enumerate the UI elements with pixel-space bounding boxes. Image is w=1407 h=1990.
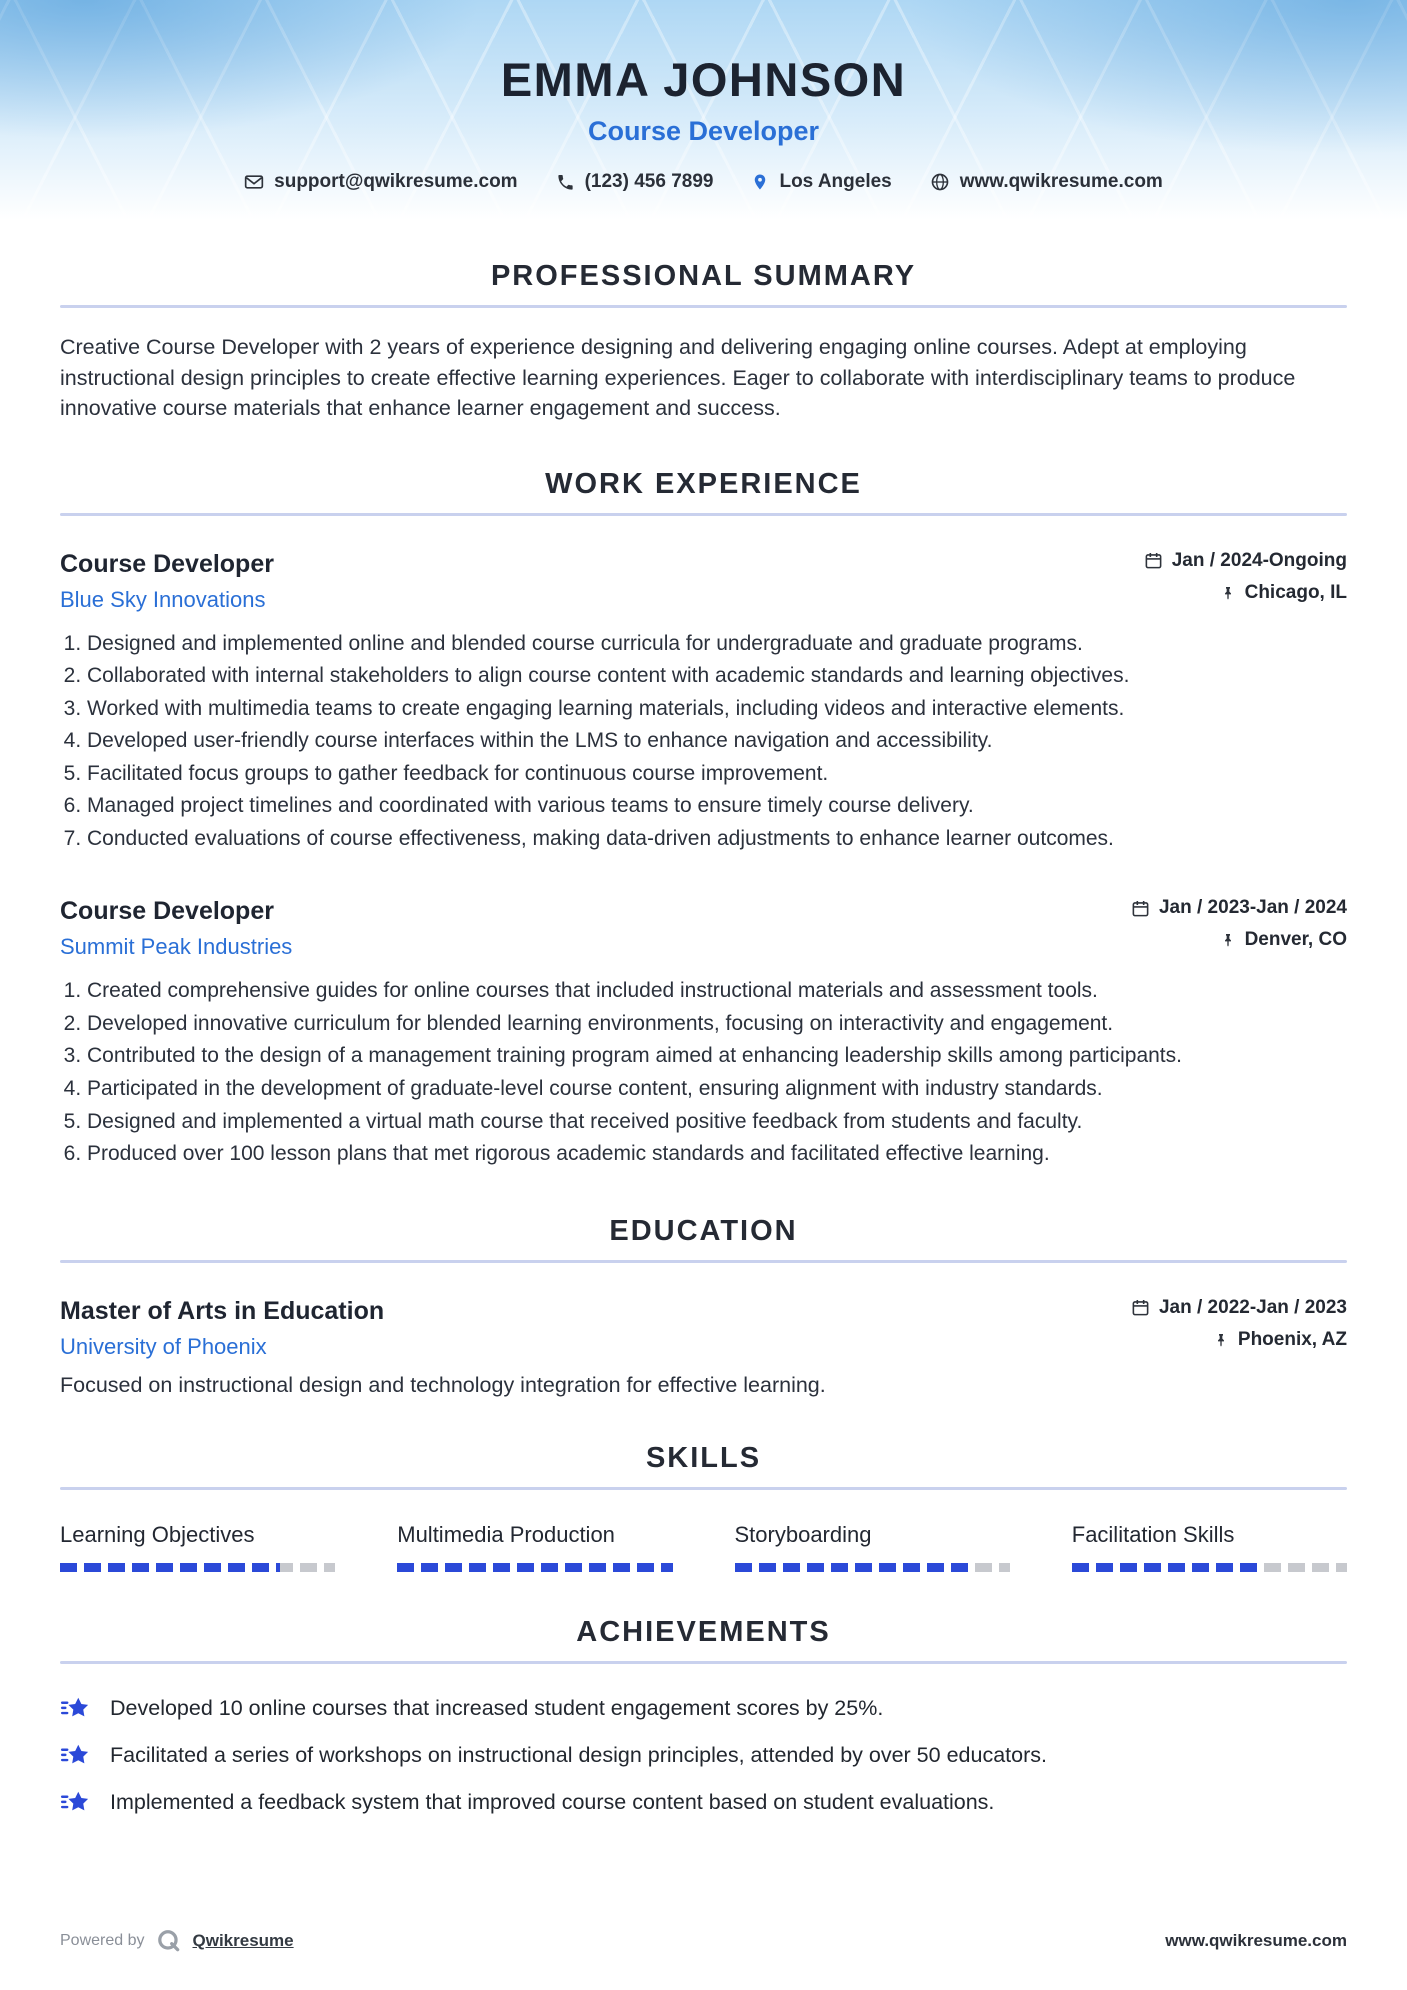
skill-item (60, 1522, 335, 1572)
job-dates-text: Jan / 2024-Ongoing (1171, 549, 1347, 571)
section-achievements (60, 1615, 1347, 1818)
section-divider (60, 1260, 1347, 1263)
calendar-icon (1131, 1298, 1150, 1317)
job-location (1144, 582, 1347, 604)
resume-body (0, 262, 1407, 1818)
job-bullet: 2. Developed innovative curriculum for blended learning environments, focusing on interactivity and engagement. (87, 1008, 1347, 1041)
skill-level-bar (60, 1563, 335, 1572)
skill-level-bar (1072, 1563, 1347, 1572)
star-badge-icon (60, 1741, 90, 1771)
qwikresume-brand-link[interactable]: Qwikresume (192, 1931, 294, 1950)
job-bullet-list (60, 628, 1347, 856)
globe-icon (930, 172, 950, 192)
contact-website (930, 171, 1163, 193)
job-dates (1144, 550, 1347, 572)
education-school: University of Phoenix (60, 1333, 267, 1359)
pushpin-icon (1220, 584, 1236, 602)
job-bullet-list (60, 975, 1347, 1170)
education-title-block (60, 1297, 384, 1360)
section-education (60, 1214, 1347, 1398)
job-meta (1144, 550, 1347, 604)
skill-name: Facilitation Skills (1071, 1521, 1235, 1547)
job-bullet: 3. Contributed to the design of a management training program aimed at enhancing leadership skills among participants. (87, 1040, 1347, 1073)
job-bullet: 5. Facilitated focus groups to gather feedback for continuous course improvement. (87, 758, 1347, 791)
job-entry (60, 550, 1347, 856)
job-entry (60, 897, 1347, 1170)
section-work-experience (60, 467, 1347, 1171)
skills-grid (60, 1522, 1347, 1572)
skills-heading: SKILLS (645, 1441, 762, 1474)
summary-heading: PROFESSIONAL SUMMARY (490, 260, 917, 292)
resume-header (0, 0, 1407, 220)
job-dates (1131, 897, 1347, 919)
education-location-text: Phoenix, AZ (1237, 1328, 1347, 1350)
location-pin-icon (751, 172, 769, 192)
skill-item (1072, 1522, 1347, 1572)
job-bullet: 4. Participated in the development of graduate-level course content, ensuring alignment with industry standards. (87, 1073, 1347, 1106)
contact-phone (556, 171, 714, 193)
powered-by-label: Powered by (60, 1932, 145, 1949)
achievements-heading: ACHIEVEMENTS (576, 1615, 831, 1648)
skill-level-fill (397, 1563, 672, 1572)
education-header (60, 1297, 1347, 1360)
qwikresume-logo-icon (156, 1928, 182, 1954)
section-divider (60, 513, 1347, 516)
section-divider (60, 1661, 1347, 1664)
summary-text: Creative Course Developer with 2 years of experience designing and delivering engaging online courses. Adept at employing instructional design principles to create effective learning experiences. Eager to collaborate with interdisciplinary teams to produce innovative course materials that enhance learner engagement and success. (60, 335, 1296, 421)
education-meta (1131, 1297, 1347, 1351)
job-bullet: 5. Designed and implemented a virtual math course that received positive feedback from students and faculty. (87, 1106, 1347, 1139)
candidate-job-title: Course Developer (587, 116, 820, 146)
section-professional-summary (60, 262, 1347, 424)
contact-phone-text: (123) 456 7899 (584, 171, 714, 192)
achievement-text: Implemented a feedback system that improved course content based on student evaluations. (110, 1790, 995, 1815)
job-header (60, 550, 1347, 613)
footer-website-link[interactable]: www.qwikresume.com (1165, 1931, 1347, 1950)
job-title-block (60, 550, 274, 613)
contact-row (0, 171, 1407, 193)
education-heading: EDUCATION (609, 1214, 798, 1247)
education-location (1131, 1329, 1347, 1351)
job-bullet: 7. Conducted evaluations of course effectiveness, making data-driven adjustments to enhance learner outcomes. (87, 823, 1347, 856)
job-title: Course Developer (60, 549, 274, 578)
achievement-item (60, 1788, 1347, 1818)
star-badge-icon (60, 1694, 90, 1724)
education-entry (60, 1297, 1347, 1398)
skill-level-fill (1072, 1563, 1265, 1572)
achievements-list (60, 1694, 1347, 1818)
candidate-name: EMMA JOHNSON (500, 53, 907, 106)
section-divider (60, 1487, 1347, 1490)
job-bullet: 4. Developed user-friendly course interfaces within the LMS to enhance navigation and accessibility. (87, 725, 1347, 758)
skill-level-bar (735, 1563, 1010, 1572)
pushpin-icon (1213, 1331, 1229, 1349)
job-header (60, 897, 1347, 960)
skill-item (735, 1522, 1010, 1572)
achievement-text: Developed 10 online courses that increased student engagement scores by 25%. (110, 1696, 884, 1721)
skill-name: Multimedia Production (397, 1521, 615, 1547)
section-divider (60, 305, 1347, 308)
skill-item (397, 1522, 672, 1572)
job-dates-text: Jan / 2023-Jan / 2024 (1158, 897, 1347, 919)
skill-level-fill (60, 1563, 280, 1572)
achievement-text: Facilitated a series of workshops on instructional design principles, attended by over 50 educators. (110, 1743, 1047, 1768)
job-location-text: Chicago, IL (1244, 581, 1347, 603)
calendar-icon (1144, 551, 1163, 570)
job-bullet: 6. Produced over 100 lesson plans that met rigorous academic standards and facilitated effective learning. (87, 1138, 1347, 1171)
job-meta (1131, 897, 1347, 951)
contact-email-text: support@qwikresume.com (274, 171, 518, 192)
job-title-block (60, 897, 292, 960)
contact-location (751, 171, 891, 193)
education-description: Focused on instructional design and technology integration for effective learning. (60, 1372, 826, 1397)
powered-by (60, 1928, 294, 1954)
work-heading: WORK EXPERIENCE (545, 467, 862, 500)
education-degree: Master of Arts in Education (60, 1296, 385, 1325)
contact-location-text: Los Angeles (779, 171, 892, 192)
job-bullet: 1. Designed and implemented online and blended course curricula for undergraduate and graduate programs. (87, 628, 1347, 661)
pushpin-icon (1220, 931, 1236, 949)
skill-level-bar (397, 1563, 672, 1572)
job-bullet: 1. Created comprehensive guides for online courses that included instructional materials and assessment tools. (87, 975, 1347, 1008)
email-icon (244, 172, 264, 192)
skill-name: Learning Objectives (60, 1521, 255, 1547)
job-bullet: 2. Collaborated with internal stakeholders to align course content with academic standards and learning objectives. (87, 660, 1347, 693)
education-dates-text: Jan / 2022-Jan / 2023 (1158, 1296, 1347, 1318)
skill-name: Storyboarding (734, 1521, 872, 1547)
job-company: Summit Peak Industries (60, 934, 293, 960)
section-skills (60, 1441, 1347, 1572)
job-location (1131, 929, 1347, 951)
skill-level-fill (735, 1563, 969, 1572)
achievement-item (60, 1694, 1347, 1724)
job-company: Blue Sky Innovations (60, 586, 266, 612)
contact-website-text: www.qwikresume.com (959, 171, 1163, 192)
contact-email (244, 171, 517, 193)
calendar-icon (1131, 899, 1150, 918)
job-bullet: 3. Worked with multimedia teams to create engaging learning materials, including videos and interactive elements. (87, 693, 1347, 726)
page-footer (60, 1928, 1347, 1954)
education-dates (1131, 1297, 1347, 1319)
job-title: Course Developer (60, 897, 274, 926)
achievement-item (60, 1741, 1347, 1771)
star-badge-icon (60, 1788, 90, 1818)
job-location-text: Denver, CO (1244, 929, 1347, 951)
phone-icon (556, 173, 575, 192)
job-bullet: 6. Managed project timelines and coordinated with various teams to ensure timely course delivery. (87, 790, 1347, 823)
